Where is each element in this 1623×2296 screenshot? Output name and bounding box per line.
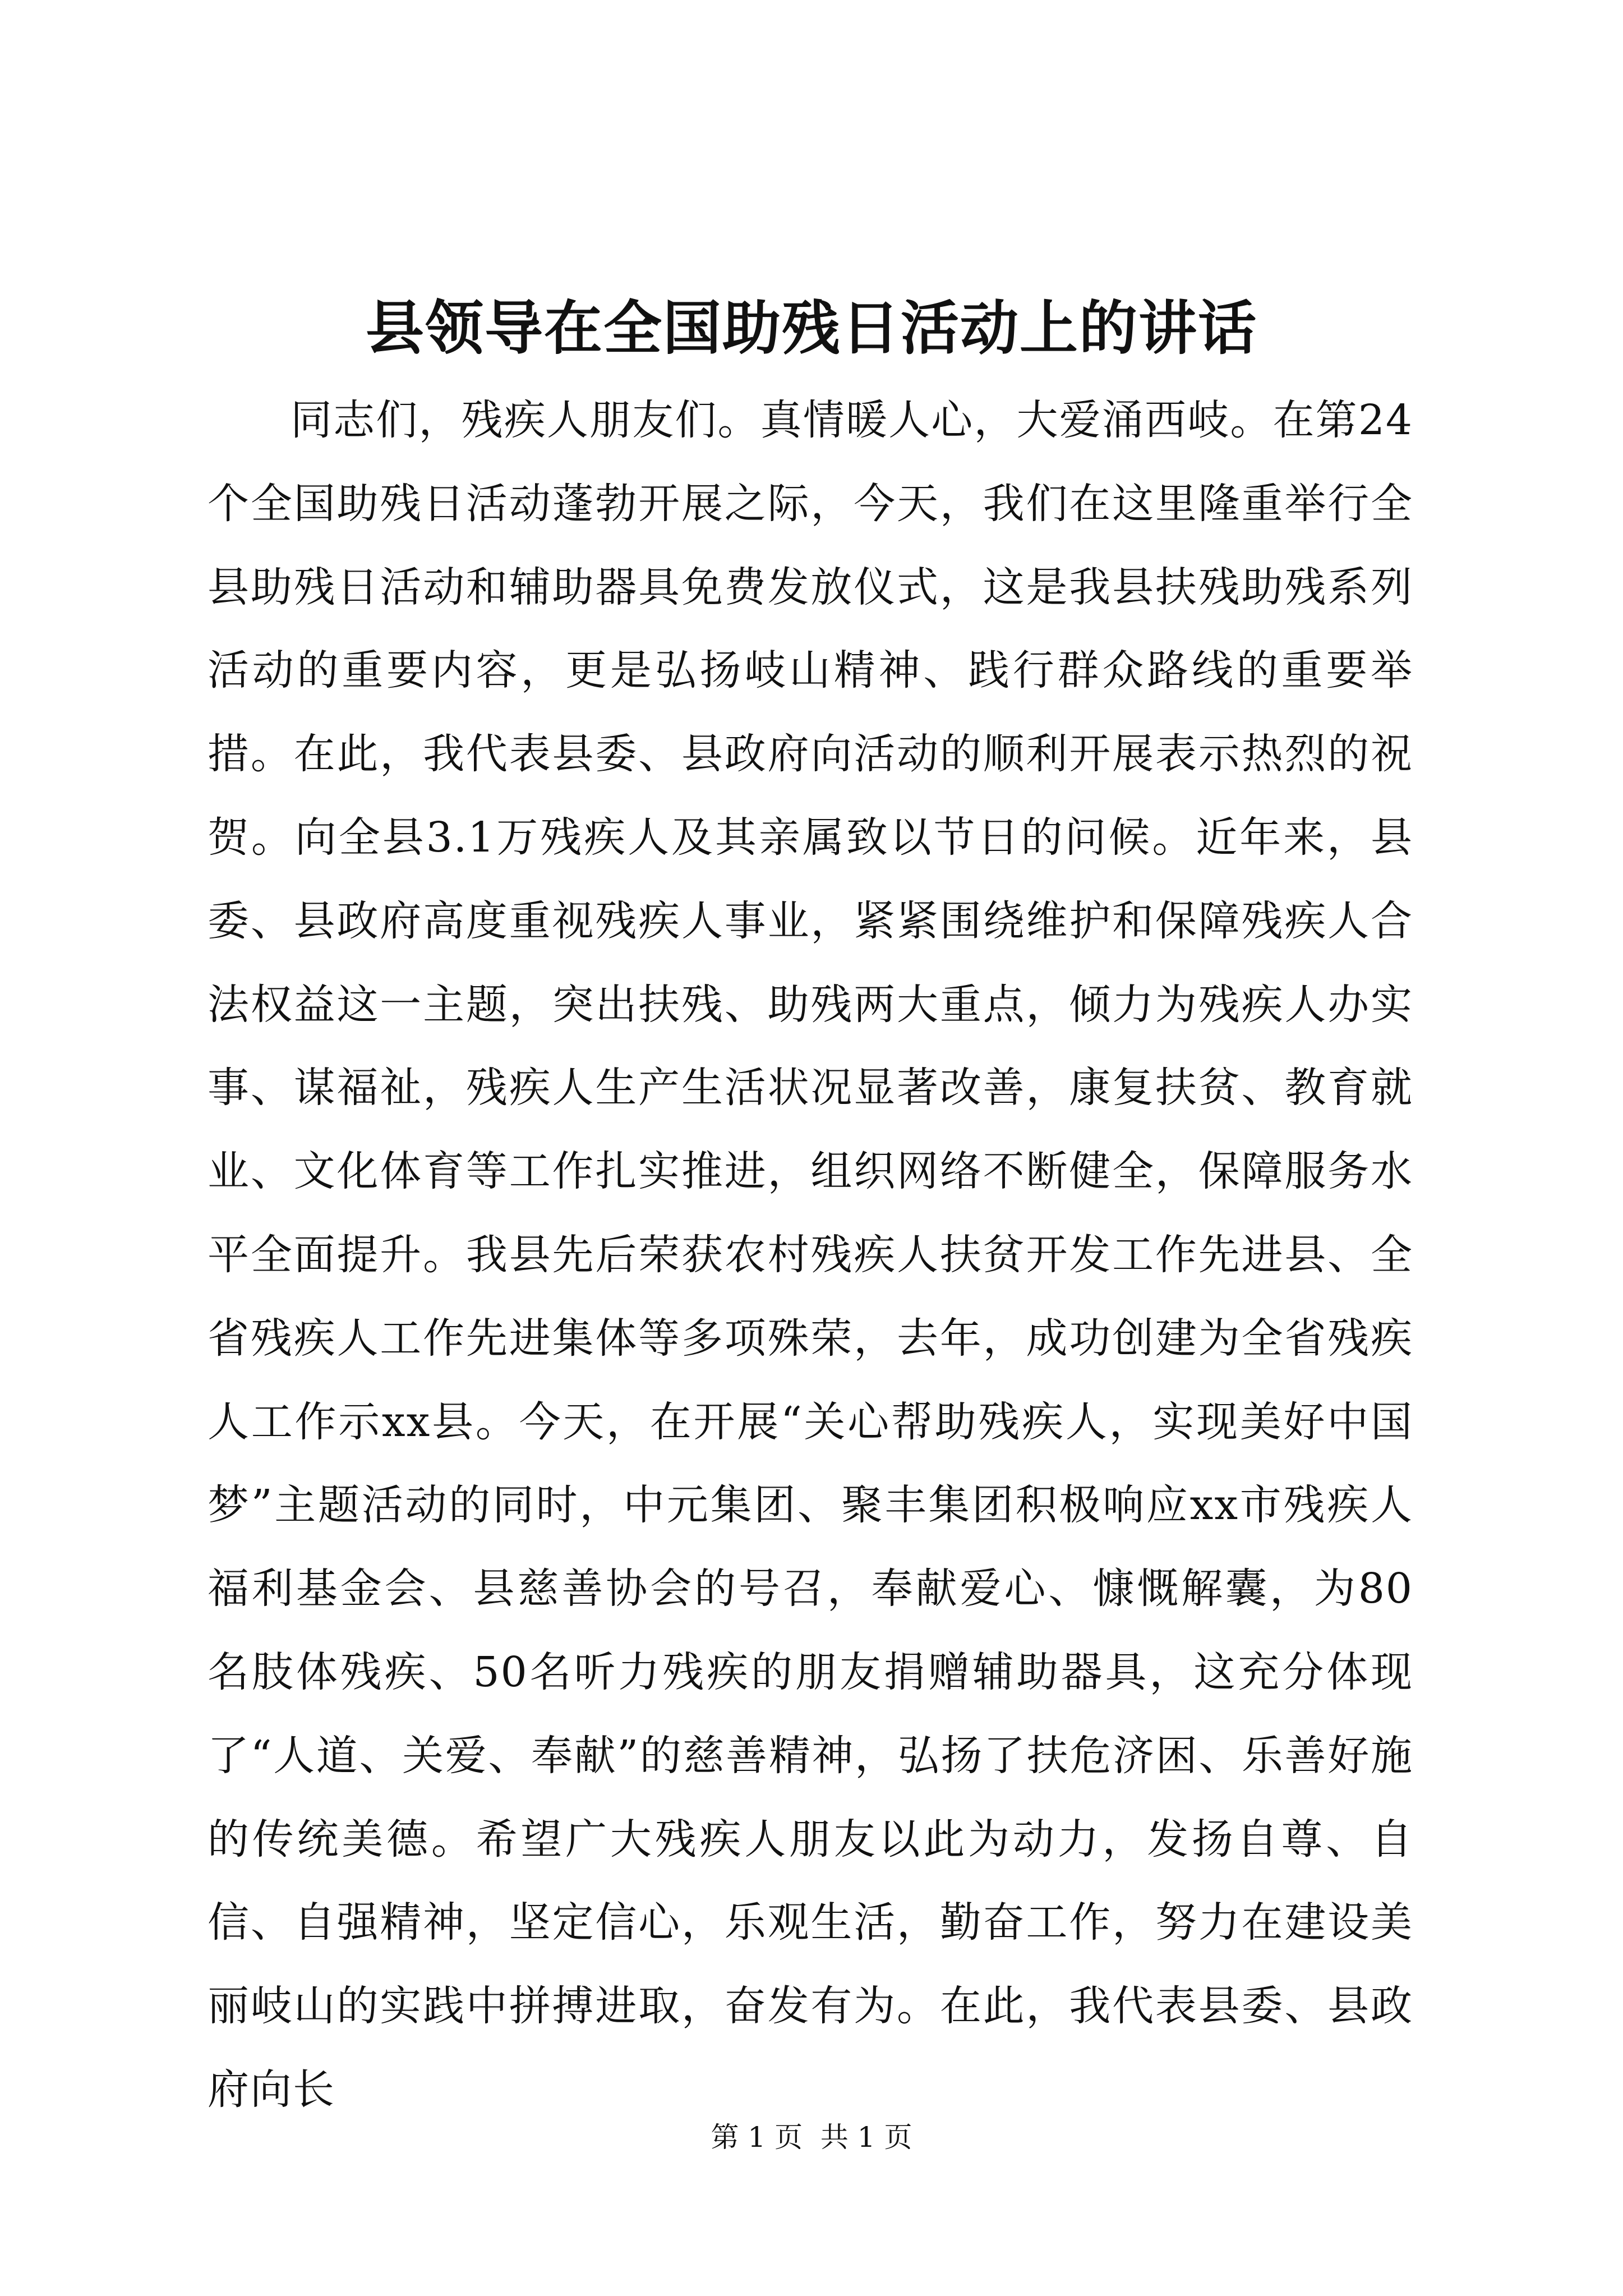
document-title: 县领导在全国助残日活动上的讲话	[365, 293, 1257, 362]
page-number-label: 第 1 页 共 1 页	[711, 2121, 912, 2154]
page-footer	[0, 2118, 1623, 2157]
body-paragraph: 同志们，残疾人朋友们。真情暖人心，大爱涌西岐。在第24个全国助残日活动蓬勃开展之际，今天，我们在这里隆重举行全县助残日活动和辅助器具免费发放仪式，这是我县扶残助残系列活动的重要内容，更是弘扬岐山精神、践行群众路线的重要举措。在此，我代表县委、县政府向活动的顺利开展表示热烈的祝贺。向全县3.1万残疾人及其亲属致以节日的问候。近年来，县委、县政府高度重视残疾人事业，紧紧围绕维护和保障残疾人合法权益这一主题，突出扶残、助残两大重点，倾力为残疾人办实事、谋福祉，残疾人生产生活状况显著改善，康复扶贫、教育就业、文化体育等工作扎实推进，组织网络不断健全，保障服务水平全面提升。我县先后荣获农村残疾人扶贫开发工作先进县、全省残疾人工作先进集体等多项殊荣，去年，成功创建为全省残疾人工作示xx县。今天，在开展“关心帮助残疾人，实现美好中国梦”主题活动的同时，中元集团、聚丰集团积极响应xx市残疾人福利基金会、县慈善协会的号召，奉献爱心、慷慨解囊，为80名肢体残疾、50名听力残疾的朋友捐赠辅助器具，这充分体现了“人道、关爱、奉献”的慈善精神，弘扬了扶危济困、乐善好施的传统美德。希望广大残疾人朋友以此为动力，发扬自尊、自信、自强精神，坚定信心，乐观生活，勤奋工作，努力在建设美丽岐山的实践中拼搏进取，奋发有为。在此，我代表县委、县政府向长	[208, 396, 1413, 2114]
